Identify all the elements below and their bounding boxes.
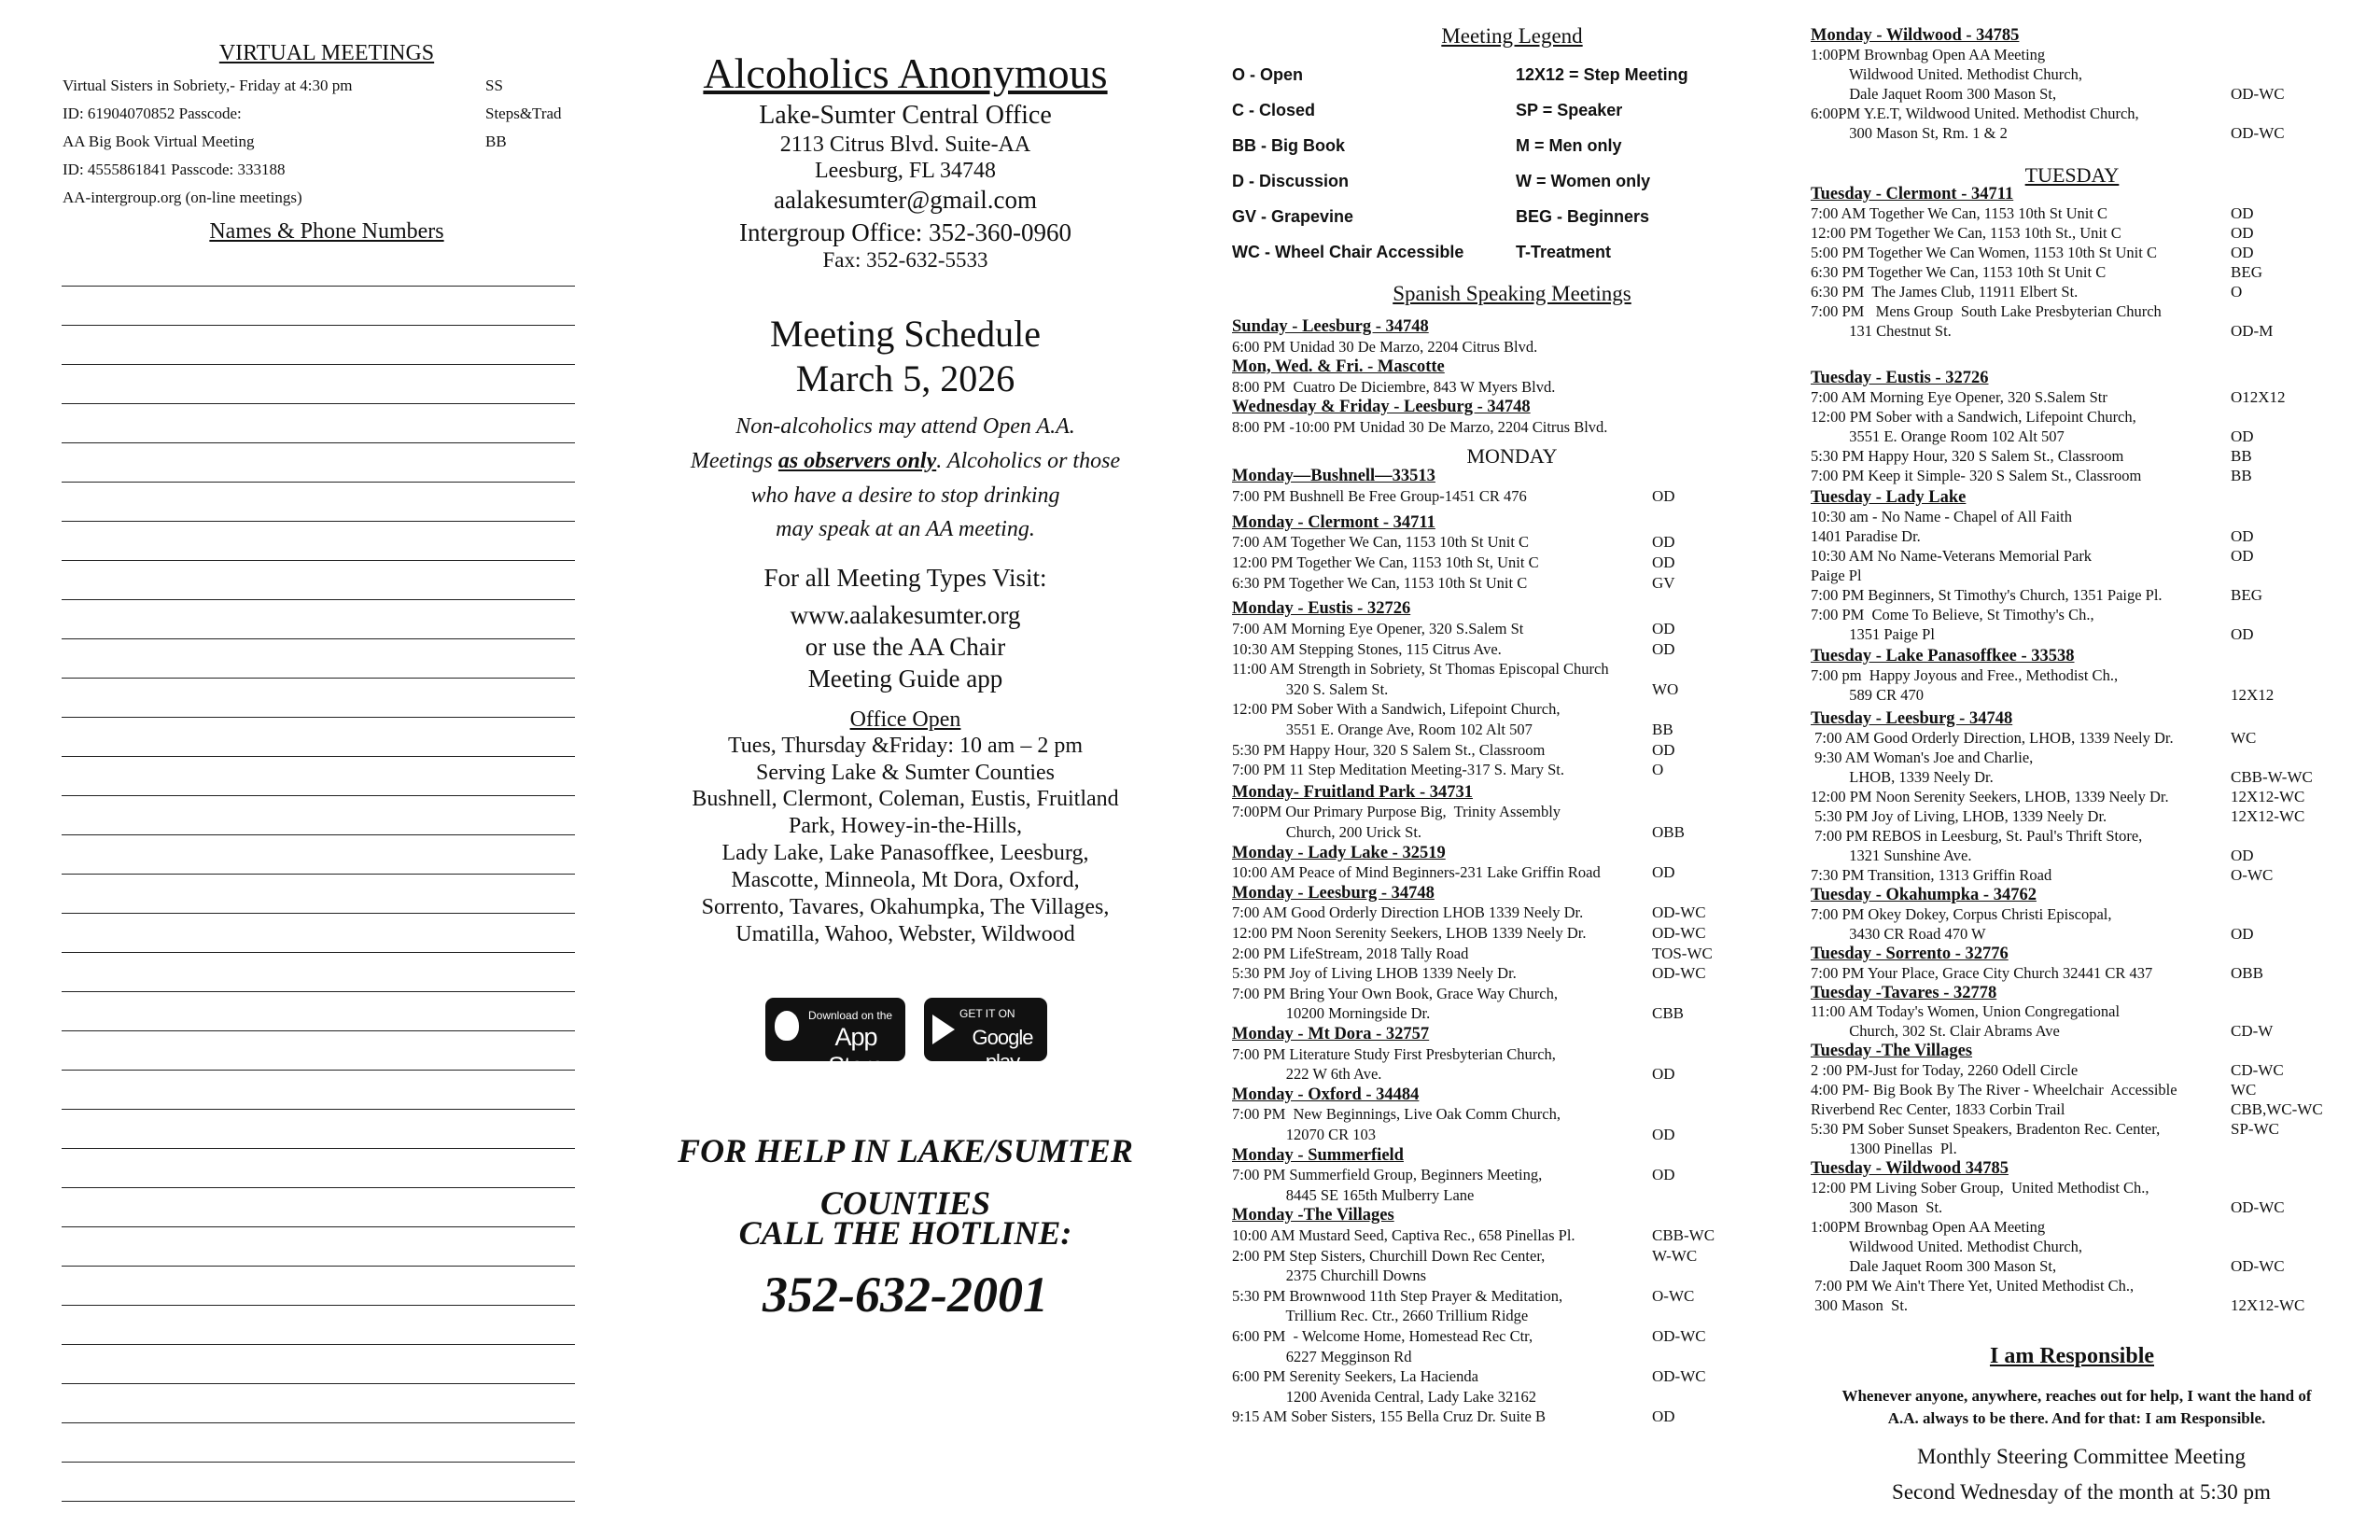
meeting-type-code: OBB — [1652, 823, 1685, 841]
meeting-type-code: WO — [1652, 680, 1679, 698]
meeting-type-code: 12X12-WC — [2231, 788, 2305, 805]
meeting-entry: 3551 E. Orange Ave, Room 102 Alt 507 — [1232, 721, 1533, 738]
meeting-entry: 1:00PM Brownbag Open AA Meeting — [1811, 1218, 2046, 1236]
virtual-meetings-title: VIRTUAL MEETINGS — [218, 41, 435, 65]
city-line: Umatilla, Wahoo, Webster, Wildwood — [735, 922, 1075, 946]
meeting-entry: 12:00 PM Noon Serenity Seekers, LHOB, 1339 Neely Dr. — [1811, 788, 2169, 805]
meeting-entry: 4:00 PM- Big Book By The River - Wheelchair Accessible — [1811, 1081, 2177, 1099]
hotline-number: 352-632-2001 — [763, 1267, 1048, 1323]
visit-line-1: For all Meeting Types Visit: — [763, 564, 1047, 592]
virtual-meeting-code: SS — [485, 77, 503, 94]
meeting-group-heading: Tuesday -The Villages — [1811, 1042, 1973, 1060]
meeting-entry: 5:30 PM Brownwood 11th Step Prayer & Meditation, — [1232, 1287, 1563, 1305]
blank-line[interactable] — [62, 991, 575, 992]
blank-line[interactable] — [62, 1226, 575, 1227]
meeting-entry: 7:00 PM Come To Believe, St Timothy's Ch., — [1811, 606, 2094, 623]
meeting-entry: 1321 Sunshine Ave. — [1811, 847, 1972, 864]
meeting-type-code: TOS-WC — [1652, 945, 1713, 962]
meeting-entry: 12:00 PM Together We Can, 1153 10th St, Unit C — [1232, 553, 1539, 571]
blank-line[interactable] — [62, 482, 575, 483]
meeting-entry: 10:00 AM Peace of Mind Beginners-231 Lake Griffin Road — [1232, 863, 1601, 881]
meeting-entry: 7:00 PM Bushnell Be Free Group-1451 CR 476 — [1232, 487, 1527, 505]
blank-line[interactable] — [62, 795, 575, 796]
meeting-group-heading: Tuesday -Tavares - 32778 — [1811, 984, 1997, 1002]
virtual-meeting-row: AA-intergroup.org (on-line meetings) — [63, 189, 302, 206]
blank-line[interactable] — [62, 756, 575, 757]
meeting-entry: 7:00 pm Happy Joyous and Free., Methodist Ch., — [1811, 666, 2119, 684]
meeting-type-code: CD-WC — [2231, 1061, 2284, 1079]
meeting-group-heading: Monday- Fruitland Park - 34731 — [1232, 783, 1473, 802]
badge-small-text: Download on the — [808, 1009, 893, 1022]
meeting-entry: LHOB, 1339 Neely Dr. — [1811, 768, 1994, 786]
meeting-entry: 7:00 PM Beginners, St Timothy's Church, 1351 Paige Pl. — [1811, 586, 2163, 604]
legend-item: T-Treatment — [1516, 243, 1612, 261]
meeting-entry: 320 S. Salem St. — [1232, 680, 1389, 698]
meeting-type-code: BB — [1652, 721, 1673, 738]
legend-item: O - Open — [1232, 65, 1303, 84]
meeting-type-code: BB — [2231, 467, 2252, 484]
meeting-type-code: O-WC — [2231, 866, 2274, 884]
city-line: Sorrento, Tavares, Okahumpka, The Villages, — [701, 895, 1110, 919]
legend-item: GV - Grapevine — [1232, 207, 1354, 226]
meeting-entry: 6:00PM Y.E.T, Wildwood United. Methodist Church, — [1811, 105, 2139, 122]
meeting-entry: 131 Chestnut St. — [1811, 322, 1952, 340]
meeting-entry: 1351 Paige Pl — [1811, 625, 1935, 643]
meeting-entry: 1200 Avenida Central, Lady Lake 32162 — [1232, 1388, 1536, 1406]
meeting-group-heading: Monday - Summerfield — [1232, 1146, 1404, 1165]
meeting-type-code: OD-WC — [1652, 903, 1706, 921]
meeting-type-code: OD — [1652, 1407, 1675, 1425]
blank-line[interactable] — [62, 1148, 575, 1149]
blank-line[interactable] — [62, 913, 575, 914]
meeting-entry: 11:00 AM Strength in Sobriety, St Thomas Episcopal Church — [1232, 660, 1609, 678]
meeting-entry: Paige Pl — [1811, 567, 1862, 584]
meeting-type-code: OD — [2231, 847, 2254, 864]
app-store-badge[interactable] — [765, 998, 905, 1080]
apple-icon — [775, 1011, 799, 1041]
meeting-entry: 6:00 PM Serenity Seekers, La Hacienda — [1232, 1367, 1478, 1385]
meeting-type-code: CBB-W-WC — [2231, 768, 2313, 786]
blank-line[interactable] — [62, 1030, 575, 1031]
virtual-meeting-code: Steps&Trad — [485, 105, 562, 122]
meeting-type-code: OD-WC — [1652, 964, 1706, 982]
meeting-type-code: OD — [1652, 640, 1675, 658]
meeting-entry: 300 Mason St, Rm. 1 & 2 — [1811, 124, 2008, 142]
meeting-group-heading: Monday - Lady Lake - 32519 — [1232, 844, 1446, 862]
help-line-1: FOR HELP IN LAKE/SUMTER — [678, 1132, 1133, 1169]
blank-line[interactable] — [62, 1266, 575, 1267]
meeting-type-code: OD — [1652, 1166, 1675, 1183]
meeting-entry: 300 Mason St. — [1811, 1296, 1909, 1314]
meeting-entry: 2 :00 PM-Just for Today, 2260 Odell Circle — [1811, 1061, 2079, 1079]
meeting-entry: 10200 Morningside Dr. — [1232, 1004, 1431, 1022]
meeting-entry: 7:00 PM Mens Group South Lake Presbyterian Church — [1811, 302, 2162, 320]
meeting-type-code: CBB — [1652, 1004, 1685, 1022]
meeting-group-heading: Tuesday - Leesburg - 34748 — [1811, 709, 2013, 728]
meeting-type-code: WC — [2231, 1081, 2257, 1099]
blank-line[interactable] — [62, 717, 575, 718]
meeting-entry: Wildwood United. Methodist Church, — [1811, 1238, 2082, 1255]
meeting-group-heading: Tuesday - Lady Lake — [1811, 488, 1967, 507]
meeting-entry: 2:00 PM Step Sisters, Churchill Down Rec Center, — [1232, 1247, 1546, 1265]
meeting-type-code: OD — [1652, 863, 1675, 881]
meeting-type-code: CBB,WC-WC — [2231, 1100, 2323, 1118]
note-text: . Alcoholics or those — [936, 449, 1121, 473]
address-line-2: Leesburg, FL 34748 — [815, 159, 996, 183]
meeting-entry: 12:00 PM Together We Can, 1153 10th St., Unit C — [1811, 224, 2121, 242]
meeting-group-heading: Monday - Eustis - 32726 — [1232, 599, 1411, 618]
meeting-entry: 5:30 PM Happy Hour, 320 S Salem St., Classroom — [1811, 447, 2124, 465]
meeting-type-code: OD — [1652, 741, 1675, 759]
meeting-entry: Church, 200 Urick St. — [1232, 823, 1422, 841]
legend-item: BEG - Beginners — [1516, 207, 1650, 226]
meeting-entry: 6:30 PM Together We Can, 1153 10th St Unit C — [1232, 574, 1528, 592]
meeting-entry: 7:00 PM Keep it Simple- 320 S Salem St., Classroom — [1811, 467, 2142, 484]
office-hours: Tues, Thursday &Friday: 10 am – 2 pm — [727, 734, 1083, 758]
virtual-meeting-row: AA Big Book Virtual Meeting — [63, 133, 255, 150]
meeting-entry: 10:30 AM No Name-Veterans Memorial Park — [1811, 547, 2093, 565]
meeting-entry: 10:00 AM Mustard Seed, Captiva Rec., 658 Pinellas Pl. — [1232, 1226, 1575, 1244]
meeting-type-code: OD-WC — [1652, 1367, 1706, 1385]
meeting-entry: 5:30 PM Joy of Living, LHOB, 1339 Neely Dr. — [1811, 807, 2107, 825]
blank-line[interactable] — [62, 678, 575, 679]
meeting-type-code: OD — [2231, 547, 2254, 565]
steering-line-1: Monthly Steering Committee Meeting — [1917, 1445, 2246, 1468]
meeting-type-code: CD-W — [2231, 1022, 2274, 1040]
meeting-entry: 6227 Megginson Rd — [1232, 1348, 1412, 1365]
meeting-type-code: OD — [2231, 527, 2254, 545]
meeting-entry: Wildwood United. Methodist Church, — [1811, 65, 2082, 83]
meeting-entry: 589 CR 470 — [1811, 686, 1925, 704]
city-line: Park, Howey-in-the-Hills, — [789, 814, 1022, 838]
meeting-type-code: GV — [1652, 574, 1675, 592]
meeting-type-code: OD — [1652, 1126, 1675, 1143]
meeting-entry: 12070 CR 103 — [1232, 1126, 1377, 1143]
blank-line[interactable] — [62, 1422, 575, 1423]
meeting-entry: 7:30 PM Transition, 1313 Griffin Road — [1811, 866, 2052, 884]
badge-small-text: GET IT ON — [959, 1007, 1015, 1020]
meeting-group-heading: Tuesday - Lake Panasoffkee - 33538 — [1811, 647, 2075, 665]
non-alcoholics-note-4: may speak at an AA meeting. — [776, 517, 1035, 541]
meeting-entry: 2:00 PM LifeStream, 2018 Tally Road — [1232, 945, 1469, 962]
contacts-panel — [56, 0, 597, 1540]
meeting-type-code: OD-WC — [2231, 124, 2285, 142]
meeting-type-code: OD — [2231, 204, 2254, 222]
meeting-entry: 7:00 PM Okey Dokey, Corpus Christi Episcopal, — [1811, 905, 2112, 923]
meeting-group-heading: Monday - Leesburg - 34748 — [1232, 884, 1435, 903]
meeting-entry: 12:00 PM Sober with a Sandwich, Lifepoint Church, — [1811, 408, 2136, 426]
virtual-meeting-row: ID: 61904070852 Passcode: — [63, 105, 242, 122]
meeting-entry: 6:00 PM Unidad 30 De Marzo, 2204 Citrus Blvd. — [1232, 338, 1538, 356]
meeting-type-code: OD — [1652, 487, 1675, 505]
meeting-entry: 7:00 AM Together We Can, 1153 10th St Unit C — [1232, 533, 1530, 551]
meeting-entry: 5:30 PM Happy Hour, 320 S Salem St., Classroom — [1232, 741, 1546, 759]
meeting-group-heading: Monday - Wildwood - 34785 — [1811, 26, 2020, 45]
meeting-entry: 10:30 am - No Name - Chapel of All Faith — [1811, 508, 2072, 525]
blank-line[interactable] — [62, 1305, 575, 1306]
meeting-entry: Trillium Rec. Ctr., 2660 Trillium Ridge — [1232, 1307, 1529, 1324]
meeting-entry: 2375 Churchill Downs — [1232, 1267, 1427, 1284]
badge-big-text: App Store — [828, 1023, 884, 1080]
meeting-entry: Church, 302 St. Clair Abrams Ave — [1811, 1022, 2060, 1040]
schedule-title: Meeting Schedule — [770, 313, 1041, 355]
meeting-entry: Dale Jaquet Room 300 Mason St, — [1811, 1257, 2057, 1275]
meeting-type-code: OD — [1652, 1065, 1675, 1083]
meeting-entry: 7:00 AM Morning Eye Opener, 320 S.Salem Str — [1811, 388, 2107, 406]
blank-line[interactable] — [62, 521, 575, 522]
intergroup-phone: Intergroup Office: 352-360-0960 — [739, 218, 1071, 246]
meeting-type-code: OD-WC — [1652, 924, 1706, 942]
meeting-entry: 7:00 PM REBOS in Leesburg, St. Paul's Thrift Store, — [1811, 827, 2143, 845]
meeting-type-code: 12X12 — [2231, 686, 2275, 704]
legend-item: SP = Speaker — [1516, 101, 1623, 119]
blank-line[interactable] — [62, 1070, 575, 1071]
meeting-group-heading: Monday -The Villages — [1232, 1206, 1394, 1225]
blank-line[interactable] — [62, 638, 575, 639]
meeting-entry: 7:00 PM New Beginnings, Live Oak Comm Church, — [1232, 1105, 1561, 1123]
meeting-entry: 12:00 PM Noon Serenity Seekers, LHOB 1339 Neely Dr. — [1232, 924, 1587, 942]
aa-title: Alcoholics Anonymous — [703, 49, 1108, 97]
meeting-group-heading: Tuesday - Clermont - 34711 — [1811, 185, 2014, 203]
meeting-type-code: OD-WC — [2231, 85, 2285, 103]
meeting-entry: 7:00 PM 11 Step Meditation Meeting-317 S. Mary St. — [1232, 761, 1564, 778]
legend-item: C - Closed — [1232, 101, 1316, 119]
blank-line[interactable] — [62, 1109, 575, 1110]
google-play-badge[interactable] — [924, 998, 1047, 1073]
meeting-entry: 1401 Paradise Dr. — [1811, 527, 1921, 545]
responsible-title: I am Responsible — [1989, 1344, 2155, 1368]
meeting-entry: 12:00 PM Sober With a Sandwich, Lifepoint Church, — [1232, 700, 1561, 718]
note-text: Meetings — [690, 449, 778, 473]
meeting-entry: 7:00 AM Good Orderly Direction, LHOB, 1339 Neely Dr. — [1811, 729, 2174, 747]
meeting-entry: 1300 Pinellas Pl. — [1811, 1140, 1957, 1157]
steering-line-2: Second Wednesday of the month at 5:30 pm — [1892, 1480, 2271, 1504]
website: www.aalakesumter.org — [790, 601, 1021, 629]
meeting-type-code: OD-WC — [2231, 1257, 2285, 1275]
meeting-group-heading: Monday - Oxford - 34484 — [1232, 1085, 1420, 1104]
meeting-entry: 7:00 PM Literature Study First Presbyterian Church, — [1232, 1045, 1556, 1063]
address-line-1: 2113 Citrus Blvd. Suite-AA — [779, 133, 1031, 157]
names-phone-title: Names & Phone Numbers — [209, 219, 444, 244]
blank-line[interactable] — [62, 599, 575, 600]
blank-line[interactable] — [62, 286, 575, 287]
meeting-entry: 8445 SE 165th Mulberry Lane — [1232, 1186, 1475, 1204]
meeting-entry: 7:00 AM Together We Can, 1153 10th St Unit C — [1811, 204, 2108, 222]
meeting-type-code: OBB — [2231, 964, 2263, 982]
meeting-entry: 7:00 PM We Ain't There Yet, United Methodist Ch., — [1811, 1277, 2135, 1295]
blank-line[interactable] — [62, 364, 575, 365]
meeting-entry: 3430 CR Road 470 W — [1811, 925, 1986, 943]
meeting-entry: Dale Jaquet Room 300 Mason St, — [1811, 85, 2057, 103]
meeting-entry: 8:00 PM Cuatro De Diciembre, 843 W Myers Blvd. — [1232, 378, 1556, 396]
blank-line[interactable] — [62, 1462, 575, 1463]
help-line-3: CALL THE HOTLINE: — [738, 1214, 1072, 1252]
blank-line[interactable] — [62, 1187, 575, 1188]
meeting-type-code: O12X12 — [2231, 388, 2286, 406]
responsible-text-2: A.A. always to be there. And for that: I am Responsible. — [1887, 1409, 2266, 1427]
meeting-entry: 7:00 PM Bring Your Own Book, Grace Way Church, — [1232, 985, 1558, 1002]
non-alcoholics-note-3: who have a desire to stop drinking — [750, 483, 1060, 508]
meeting-group-heading: Wednesday & Friday - Leesburg - 34748 — [1232, 398, 1531, 416]
blank-line[interactable] — [62, 560, 575, 561]
meeting-group-heading: Tuesday - Okahumpka - 34762 — [1811, 886, 2037, 904]
monday-title: MONDAY — [1466, 444, 1558, 468]
play-icon — [932, 1015, 955, 1044]
legend-item: WC - Wheel Chair Accessible — [1232, 243, 1464, 261]
blank-line[interactable] — [62, 874, 575, 875]
monday-panel — [1232, 0, 1792, 1540]
blank-line[interactable] — [62, 403, 575, 404]
meeting-type-code: OD-WC — [1652, 1327, 1706, 1345]
meeting-entry: 6:30 PM The James Club, 11911 Elbert St. — [1811, 283, 2079, 301]
meeting-entry: 7:00PM Our Primary Purpose Big, Trinity Assembly — [1232, 803, 1561, 820]
email: aalakesumter@gmail.com — [773, 186, 1037, 214]
non-alcoholics-note-2 — [644, 449, 1167, 474]
meeting-type-code: BEG — [2231, 263, 2262, 281]
city-line: Mascotte, Minneola, Mt Dora, Oxford, — [731, 868, 1080, 892]
responsible-text-1: Whenever anyone, anywhere, reaches out for help, I want the hand of — [1841, 1387, 2312, 1405]
blank-line[interactable] — [62, 952, 575, 953]
meeting-entry: 9:30 AM Woman's Joe and Charlie, — [1811, 749, 2034, 766]
meeting-entry: 9:15 AM Sober Sisters, 155 Bella Cruz Dr. Suite B — [1232, 1407, 1546, 1425]
meeting-entry: 6:00 PM - Welcome Home, Homestead Rec Ctr, — [1232, 1327, 1533, 1345]
blank-line[interactable] — [62, 1501, 575, 1502]
virtual-meeting-code: BB — [485, 133, 507, 150]
meeting-type-code: 12X12-WC — [2231, 807, 2305, 825]
meeting-type-code: OD — [2231, 224, 2254, 242]
meeting-entry: 7:00 AM Good Orderly Direction LHOB 1339 Neely Dr. — [1232, 903, 1584, 921]
meeting-group-heading: Monday - Mt Dora - 32757 — [1232, 1025, 1430, 1043]
meeting-group-heading: Monday—Bushnell—33513 — [1232, 467, 1435, 485]
meeting-group-heading: Monday - Clermont - 34711 — [1232, 513, 1435, 532]
meeting-entry: 12:00 PM Living Sober Group, United Methodist Ch., — [1811, 1179, 2149, 1197]
fax: Fax: 352-632-5533 — [822, 248, 988, 272]
visit-line-4: Meeting Guide app — [807, 665, 1003, 693]
tuesday-title: TUESDAY — [2024, 163, 2120, 187]
meeting-group-heading: Tuesday - Wildwood 34785 — [1811, 1159, 2009, 1178]
visit-line-3: or use the AA Chair — [805, 633, 1006, 661]
blank-line[interactable] — [62, 1344, 575, 1345]
meeting-group-heading: Sunday - Leesburg - 34748 — [1232, 317, 1429, 336]
office-open-title: Office Open — [849, 707, 961, 732]
meeting-type-code: O — [1652, 761, 1664, 778]
meeting-type-code: CBB-WC — [1652, 1226, 1715, 1244]
meeting-type-code: OD — [1652, 620, 1675, 637]
blank-line[interactable] — [62, 1383, 575, 1384]
badge-big-text: Google play — [972, 1026, 1033, 1073]
meeting-entry: 5:30 PM Joy of Living LHOB 1339 Neely Dr. — [1232, 964, 1517, 982]
legend-item: BB - Big Book — [1232, 136, 1345, 155]
meeting-type-code: OD-M — [2231, 322, 2274, 340]
blank-line[interactable] — [62, 442, 575, 443]
meeting-type-code: O-WC — [1652, 1287, 1695, 1305]
meeting-entry: 10:30 AM Stepping Stones, 115 Citrus Ave. — [1232, 640, 1502, 658]
meeting-type-code: BB — [2231, 447, 2252, 465]
meeting-entry: 6:30 PM Together We Can, 1153 10th St Unit C — [1811, 263, 2107, 281]
meeting-type-code: OD — [2231, 244, 2254, 261]
virtual-meeting-row: ID: 4555861841 Passcode: 333188 — [63, 161, 286, 178]
meeting-entry: 11:00 AM Today's Women, Union Congregational — [1811, 1002, 2121, 1020]
meeting-entry: 7:00 PM Summerfield Group, Beginners Meeting, — [1232, 1166, 1543, 1183]
meeting-entry: Riverbend Rec Center, 1833 Corbin Trail — [1811, 1100, 2065, 1118]
meeting-group-heading: Tuesday - Eustis - 32726 — [1811, 369, 1989, 387]
virtual-meeting-row: Virtual Sisters in Sobriety,- Friday at 4:30 pm — [63, 77, 353, 94]
legend-item: M = Men only — [1516, 136, 1622, 155]
meeting-entry: 3551 E. Orange Room 102 Alt 507 — [1811, 427, 2065, 445]
non-alcoholics-note-1: Non-alcoholics may attend Open A.A. — [735, 414, 1075, 439]
blank-line[interactable] — [62, 325, 575, 326]
meeting-type-code: O — [2231, 283, 2243, 301]
legend-item: 12X12 = Step Meeting — [1516, 65, 1688, 84]
legend-item: D - Discussion — [1232, 172, 1350, 190]
meeting-type-code: OD — [2231, 427, 2254, 445]
meeting-entry: 1:00PM Brownbag Open AA Meeting — [1811, 46, 2046, 63]
legend-item: W = Women only — [1516, 172, 1651, 190]
legend-title: Meeting Legend — [1441, 24, 1583, 48]
meeting-entry: 7:00 AM Morning Eye Opener, 320 S.Salem St — [1232, 620, 1524, 637]
serving-title: Serving Lake & Sumter Counties — [756, 761, 1055, 785]
meeting-type-code: 12X12-WC — [2231, 1296, 2305, 1314]
observers-only: as observers only — [777, 449, 937, 473]
meeting-group-heading: Mon, Wed. & Fri. - Mascotte — [1232, 357, 1445, 376]
meeting-type-code: SP-WC — [2231, 1120, 2279, 1138]
meeting-entry: 300 Mason St. — [1811, 1198, 1943, 1216]
city-line: Lady Lake, Lake Panasoffkee, Leesburg, — [721, 841, 1089, 865]
office-name: Lake-Sumter Central Office — [759, 101, 1052, 130]
spanish-title: Spanish Speaking Meetings — [1393, 282, 1631, 305]
meeting-type-code: OD — [2231, 925, 2254, 943]
meeting-entry: 7:00 PM Your Place, Grace City Church 32441 CR 437 — [1811, 964, 2153, 982]
cover-panel — [644, 0, 1167, 1540]
meeting-type-code: OD — [1652, 533, 1675, 551]
meeting-entry: 5:00 PM Together We Can Women, 1153 10th St Unit C — [1811, 244, 2157, 261]
meeting-entry: 222 W 6th Ave. — [1232, 1065, 1382, 1083]
meeting-type-code: W-WC — [1652, 1247, 1698, 1265]
city-line: Bushnell, Clermont, Coleman, Eustis, Fruitland — [692, 787, 1119, 811]
meeting-group-heading: Tuesday - Sorrento - 32776 — [1811, 945, 2009, 963]
meeting-type-code: OD — [2231, 625, 2254, 643]
schedule-date: March 5, 2026 — [795, 357, 1015, 399]
meeting-type-code: BEG — [2231, 586, 2262, 604]
meeting-type-code: OD-WC — [2231, 1198, 2285, 1216]
tuesday-panel — [1811, 0, 2361, 1540]
meeting-type-code: OD — [1652, 553, 1675, 571]
blank-line[interactable] — [62, 834, 575, 835]
meeting-entry: 5:30 PM Sober Sunset Speakers, Bradenton Rec. Center, — [1811, 1120, 2161, 1138]
meeting-entry: 8:00 PM -10:00 PM Unidad 30 De Marzo, 2204 Citrus Blvd. — [1232, 418, 1608, 436]
help-line-2: COUNTIES — [819, 1184, 991, 1222]
meeting-type-code: WC — [2231, 729, 2257, 747]
